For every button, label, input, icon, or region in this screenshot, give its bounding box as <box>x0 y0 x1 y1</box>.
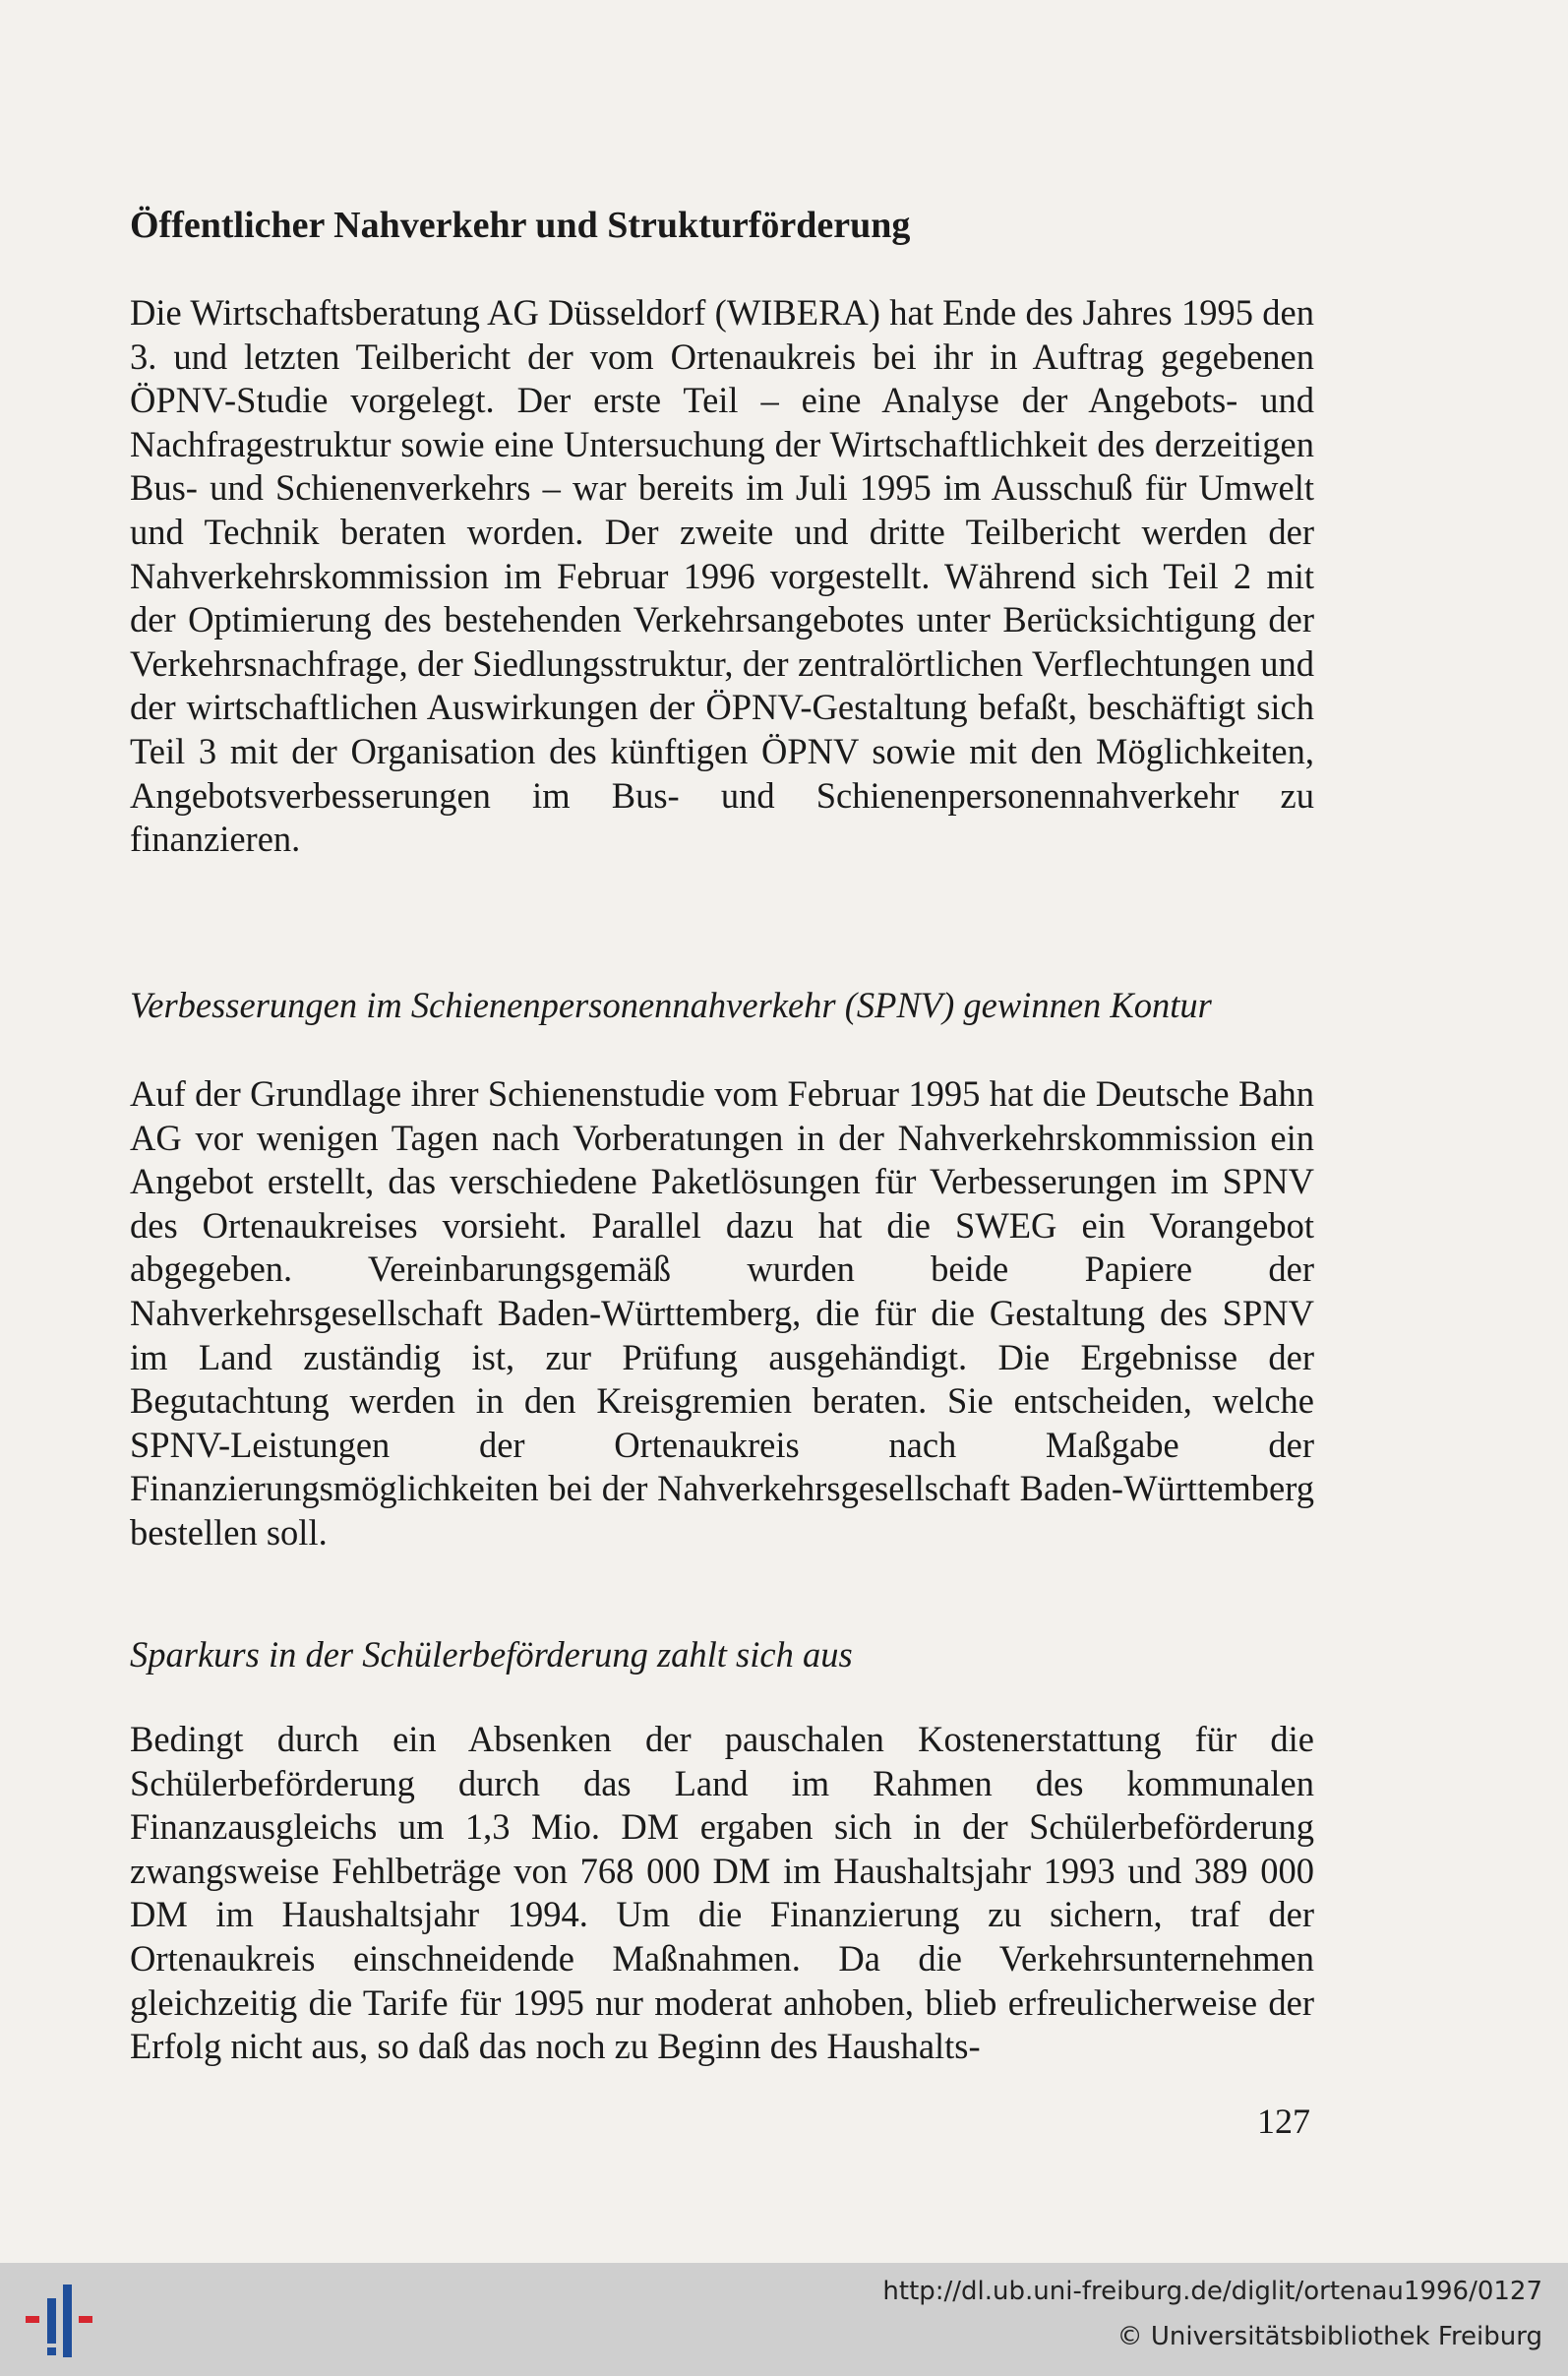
copyright-notice: © Universitätsbibliothek Freiburg <box>1116 2322 1542 2351</box>
subheading-spnv: Verbesserungen im Schienenpersonennahverkehr (SPNV) gewinnen Kontur <box>130 985 1212 1025</box>
ub-freiburg-logo-icon <box>18 2277 102 2361</box>
paragraph-schuelerbefoerderung: Bedingt durch ein Absenken der pauschalen Kostenerstattung für die Schülerbeförderung durch das Land im Rahmen des kommunalen Finanzausgleichs um 1,3 Mio. DM ergaben sich in der Schülerbeförderung zwangsweise Fehlbeträge von 768 000 DM im Haushaltsjahr 1993 und 389 000 DM im Haushaltsjahr 1994. Um die Finanzierung zu sichern, traf der Ortenaukreis einschneidende Maßnahmen. Da die Verkehrsunternehmen gleichzeitig die Tarife für 1995 nur moderat anhoben, blieb erfreulicherweise der Erfolg nicht aus, so daß das noch zu Beginn des Haushalts- <box>130 1719 1314 2067</box>
paragraph-wibera-study: Die Wirtschaftsberatung AG Düsseldorf (WIBERA) hat Ende des Jahres 1995 den 3. und letzten Teilbericht der vom Ortenaukreis bei ihr in Auftrag gegebenen ÖPNV-Studie vorgelegt. Der erste Teil – eine Analyse der Angebots- und Nachfragestruktur sowie eine Untersuchung der Wirtschaftlichkeit des derzeitigen Bus- und Schienenverkehrs – war bereits im Juli 1995 im Ausschuß für Umwelt und Technik beraten worden. Der zweite und dritte Teilbericht werden der Nahverkehrskommission im Februar 1996 vorgestellt. Während sich Teil 2 mit der Optimierung des bestehenden Verkehrsangebotes unter Berücksichtigung der Verkehrsnachfrage, der Siedlungsstruktur, der zentralörtlichen Verflechtungen und der wirtschaftlichen Auswirkungen der ÖPNV-Gestaltung befaßt, beschäftigt sich Teil 3 mit der Organisation des künftigen ÖPNV sowie mit den Möglichkeiten, Angebotsverbesserungen im Bus- und Schienenpersonennahverkehr zu finanzieren. <box>130 292 1314 860</box>
section-heading: Öffentlicher Nahverkehr und Strukturförderung <box>130 205 911 246</box>
subheading-schuelerbefoerderung: Sparkurs in der Schülerbeförderung zahlt sich aus <box>130 1634 853 1675</box>
paragraph-spnv: Auf der Grundlage ihrer Schienenstudie vom Februar 1995 hat die Deutsche Bahn AG vor wenigen Tagen nach Vorberatungen in der Nahverkehrskommission ein Angebot erstellt, das verschiedene Paketlösungen für Verbesserungen im SPNV des Ortenaukreises vorsieht. Parallel dazu hat die SWEG ein Vorangebot abgegeben. Vereinbarungsgemäß wurden beide Papiere der Nahverkehrsgesellschaft Baden-Württemberg, die für die Gestaltung des SPNV im Land zuständig ist, zur Prüfung ausgehändigt. Die Ergebnisse der Begutachtung werden in den Kreisgremien beraten. Sie entscheiden, welche SPNV-Leistungen der Ortenaukreis nach Maßgabe der Finanzierungsmöglichkeiten bei der Nahverkehrsgesellschaft Baden-Württemberg bestellen soll. <box>130 1073 1314 1553</box>
source-url-link[interactable]: http://dl.ub.uni-freiburg.de/diglit/ortenau1996/0127 <box>882 2277 1542 2306</box>
library-footer <box>0 2263 1568 2376</box>
page-number: 127 <box>1257 2102 1310 2141</box>
